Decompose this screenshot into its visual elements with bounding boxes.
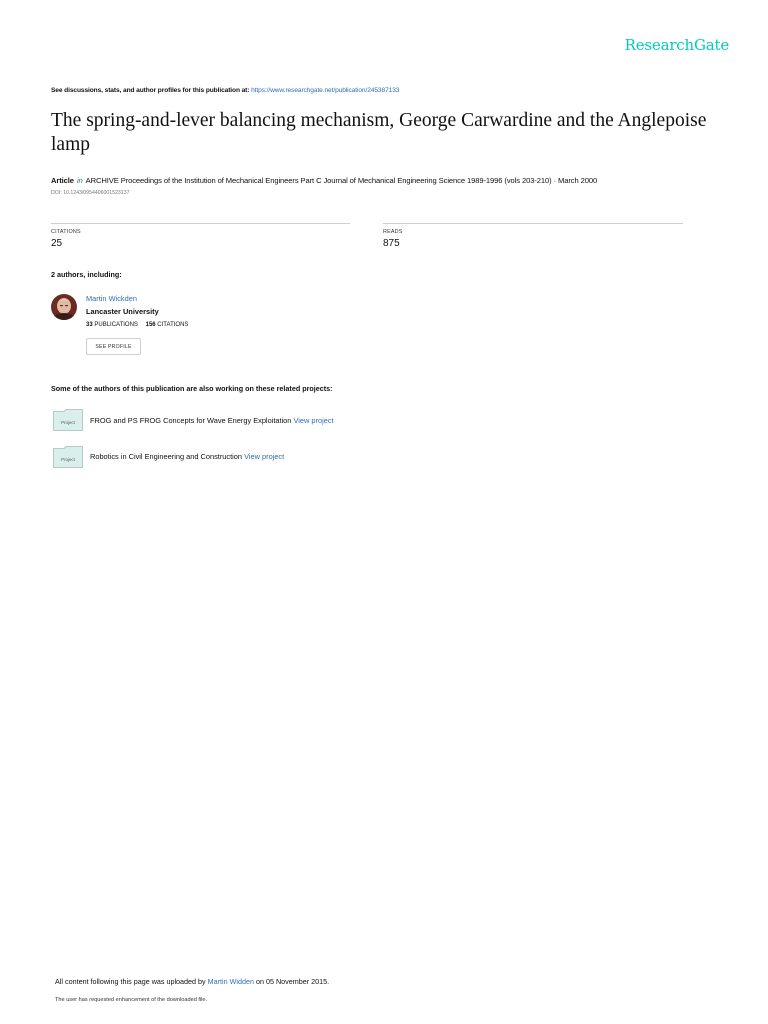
publication-title: The spring-and-lever balancing mechanism, George Carwardine and the Anglepoise lamp [51, 110, 707, 155]
publication-url-link[interactable]: https://www.researchgate.net/publication/245387133 [251, 87, 400, 94]
reads-label: READS [383, 229, 403, 235]
author-avatar[interactable] [51, 294, 77, 320]
project-folder-icon[interactable] [53, 446, 83, 468]
related-project-item [90, 416, 334, 425]
upload-suffix: on 05 November 2015. [253, 977, 330, 986]
citations-divider [51, 223, 350, 224]
project-icon-label: Project [61, 457, 75, 462]
author-publications-count: 33 [86, 322, 93, 328]
see-profile-button[interactable]: SEE PROFILE [86, 338, 141, 355]
publication-meta [51, 176, 597, 185]
venue-text: ARCHIVE Proceedings of the Institution of Mechanical Engineers Part C Journal of Mechanical Engineering Science 1989-1996 (vols 203-210) · March 2000 [85, 176, 598, 185]
author-name-link[interactable]: Martin Wickden [86, 294, 137, 303]
project-folder-icon[interactable] [53, 409, 83, 431]
author-publications-label: PUBLICATIONS [94, 322, 138, 328]
folder-icon [53, 409, 83, 431]
project-icon-label: Project [61, 420, 75, 425]
related-projects-heading: Some of the authors of this publication are also working on these related projects: [51, 384, 333, 393]
doi-text: DOI: 10.1243/0954406001523137 [51, 190, 130, 196]
upload-note [55, 977, 329, 986]
project-title: Robotics in Civil Engineering and Construction [90, 452, 245, 461]
enhancement-note: The user has requested enhancement of the downloaded file. [55, 997, 208, 1003]
project-title: FROG and PS FROG Concepts for Wave Energy Exploitation [90, 416, 294, 425]
discussion-text: See discussions, stats, and author profiles for this publication at: [51, 87, 252, 94]
upload-prefix: All content following this page was uploaded by [55, 977, 208, 986]
related-project-item [90, 452, 284, 461]
discussion-line [51, 87, 399, 94]
reads-value: 875 [383, 238, 400, 249]
view-project-link[interactable]: View project [244, 452, 285, 461]
citations-label: CITATIONS [51, 229, 81, 235]
author-citations-count: 156 [145, 322, 156, 328]
author-citations-label: CITATIONS [157, 322, 189, 328]
author-photo-icon [51, 294, 77, 320]
reads-divider [383, 223, 683, 224]
authors-heading: 2 authors, including: [51, 270, 122, 279]
uploader-link[interactable]: Martin Widden [207, 977, 254, 986]
researchgate-logo[interactable]: ResearchGate [624, 36, 729, 54]
citations-value: 25 [51, 238, 63, 249]
author-stats [86, 322, 188, 328]
in-label: in [76, 176, 83, 185]
folder-icon [53, 446, 83, 468]
view-project-link[interactable]: View project [293, 416, 334, 425]
article-type-label: Article [51, 176, 74, 185]
author-institution: Lancaster University [86, 307, 159, 316]
